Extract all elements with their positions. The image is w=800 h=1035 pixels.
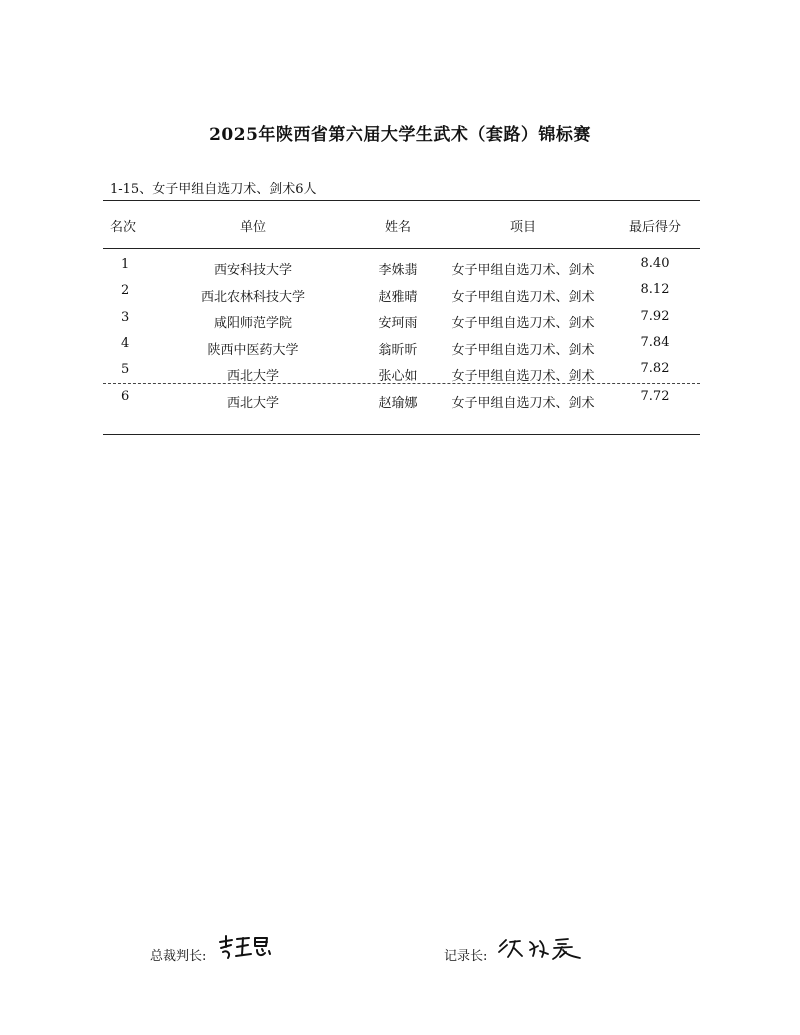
qualification-cutoff-line <box>103 383 700 384</box>
row-6-item: 女子甲组自选刀术、剑术 <box>451 396 595 411</box>
recorder-signature <box>496 936 584 962</box>
row-4-rank: 4 <box>121 336 130 351</box>
table-top-rule <box>103 200 700 201</box>
row-6-name: 赵瑜娜 <box>378 396 418 411</box>
row-2-rank: 2 <box>121 283 130 298</box>
row-6-rank: 6 <box>121 389 130 404</box>
row-4-name: 翁昕昕 <box>378 343 418 358</box>
row-3-item: 女子甲组自选刀术、剑术 <box>451 316 595 331</box>
row-2-name: 赵雅晴 <box>378 290 418 305</box>
row-5-name: 张心如 <box>378 369 418 384</box>
row-2-unit: 西北农林科技大学 <box>200 290 306 305</box>
header-name: 姓名 <box>384 220 412 235</box>
row-1-score: 8.40 <box>640 256 670 271</box>
row-1-name: 李姝翡 <box>378 263 418 278</box>
row-2-score: 8.12 <box>640 282 670 297</box>
row-6-unit: 西北大学 <box>226 396 280 411</box>
row-3-score: 7.92 <box>640 309 670 324</box>
recorder-label: 记录长: <box>444 949 488 964</box>
row-2-item: 女子甲组自选刀术、剑术 <box>451 290 595 305</box>
table-header-rule <box>103 248 700 249</box>
document-title: 2025年陕西省第六届大学生武术（套路）锦标赛 <box>209 125 591 145</box>
table-bottom-rule <box>103 434 700 435</box>
row-4-item: 女子甲组自选刀术、剑术 <box>451 343 595 358</box>
header-item: 项目 <box>509 220 537 235</box>
row-4-score: 7.84 <box>640 335 670 350</box>
header-rank: 名次 <box>110 220 137 235</box>
row-5-item: 女子甲组自选刀术、剑术 <box>451 369 595 384</box>
row-5-unit: 西北大学 <box>226 369 280 384</box>
row-1-rank: 1 <box>121 257 130 272</box>
row-6-score: 7.72 <box>640 389 670 404</box>
row-3-rank: 3 <box>121 310 130 325</box>
row-4-unit: 陕西中医药大学 <box>207 343 299 358</box>
row-3-name: 安珂雨 <box>378 316 418 331</box>
header-unit: 单位 <box>239 220 267 235</box>
chief-judge-signature <box>217 933 273 961</box>
row-3-unit: 咸阳师范学院 <box>213 316 293 331</box>
row-1-item: 女子甲组自选刀术、剑术 <box>451 263 595 278</box>
row-1-unit: 西安科技大学 <box>213 263 293 278</box>
row-5-rank: 5 <box>121 362 130 377</box>
event-label: 1-15、女子甲组自选刀术、剑术6人 <box>110 182 317 197</box>
chief-judge-label: 总裁判长: <box>150 949 207 964</box>
header-score: 最后得分 <box>628 220 682 235</box>
row-5-score: 7.82 <box>640 361 670 376</box>
